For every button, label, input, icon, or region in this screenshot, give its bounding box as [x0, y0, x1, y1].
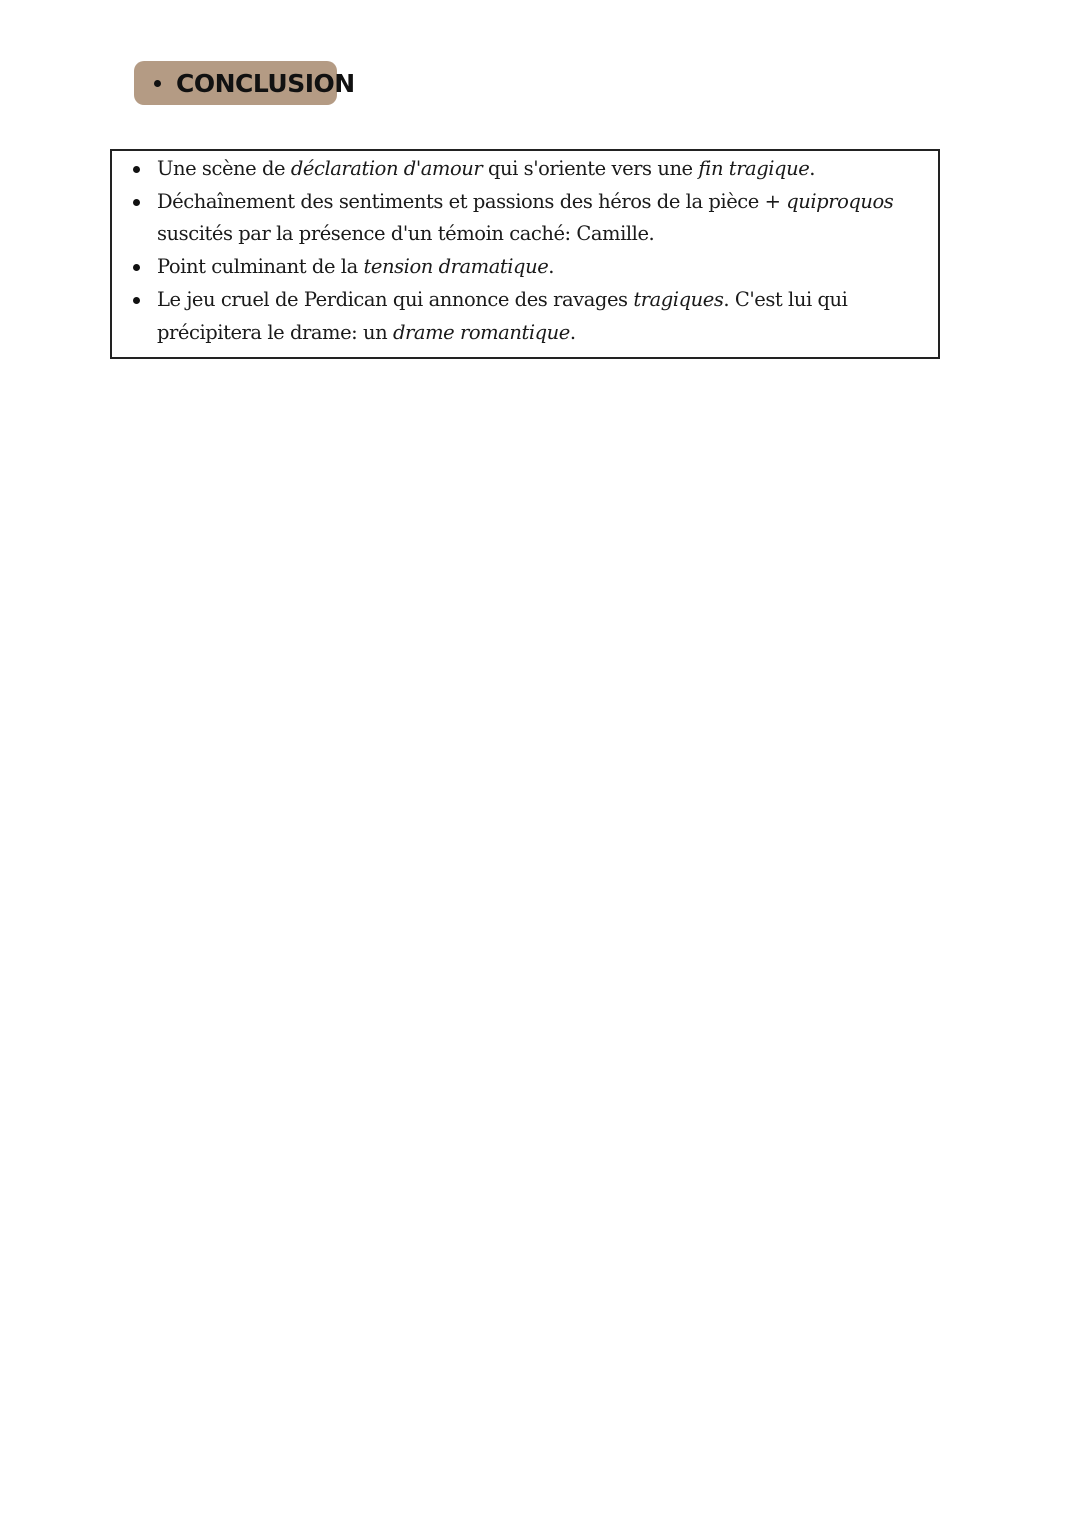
emphasized-text: drame romantique — [393, 320, 570, 344]
list-item — [112, 251, 938, 284]
list-item-line — [157, 218, 938, 251]
section-title: CONCLUSION — [176, 68, 355, 98]
list-item — [112, 284, 938, 349]
text-segment: qui s'oriente vers une — [482, 157, 699, 180]
list-item — [112, 186, 938, 251]
bullet-icon — [133, 297, 140, 304]
conclusion-list — [112, 153, 938, 349]
emphasized-text: quiproquos — [786, 189, 894, 213]
text-segment: Une scène de — [157, 157, 291, 180]
list-item-line — [157, 317, 938, 350]
section-heading — [134, 61, 355, 105]
bullet-icon — [133, 199, 140, 206]
text-segment: . — [809, 157, 816, 180]
list-item-line — [157, 186, 938, 219]
text-segment: Déchaînement des sentiments et passions des héros de la pièce + — [157, 189, 787, 213]
list-item-line — [157, 153, 938, 186]
emphasized-text: tragiques — [633, 287, 724, 311]
bullet-icon — [133, 264, 140, 271]
list-item — [112, 153, 938, 186]
text-segment: suscités par la présence d'un témoin caché: Camille. — [157, 222, 655, 246]
list-item-line — [157, 251, 938, 284]
text-segment: . — [548, 255, 555, 279]
text-segment: Point culminant de la — [157, 255, 364, 279]
text-segment: . — [569, 320, 576, 344]
list-item-line — [157, 284, 938, 317]
text-segment: . C'est lui qui — [723, 287, 848, 311]
conclusion-box — [110, 149, 940, 359]
bullet-icon — [133, 166, 140, 173]
text-segment: Le jeu cruel de Perdican qui annonce des ravages — [157, 287, 634, 311]
emphasized-text: fin tragique — [698, 157, 810, 180]
text-segment: précipitera le drame: un — [157, 320, 394, 344]
emphasized-text: déclaration d'amour — [290, 157, 483, 180]
heading-bullet-icon — [154, 80, 161, 87]
emphasized-text: tension dramatique — [363, 255, 549, 279]
